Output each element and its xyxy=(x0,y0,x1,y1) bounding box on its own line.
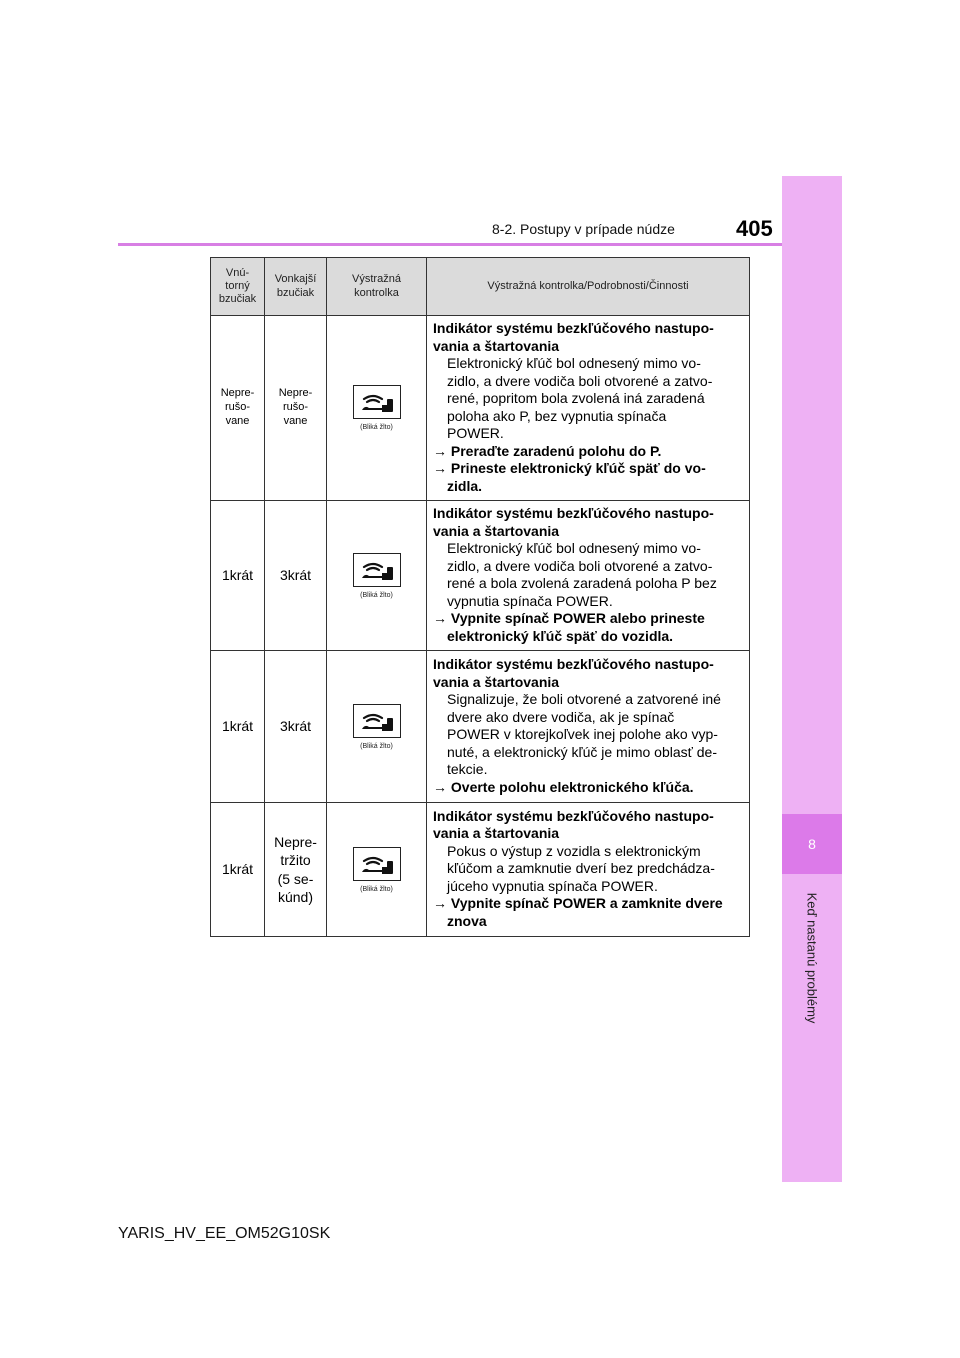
warning-light-caption: (Bliká žlto) xyxy=(360,742,393,750)
section-title: 8-2. Postupy v prípade núdze xyxy=(492,221,675,237)
warning-light-caption: (Bliká žlto) xyxy=(360,591,393,599)
document-code: YARIS_HV_EE_OM52G10SK xyxy=(118,1225,331,1242)
table-row xyxy=(211,501,750,651)
header-interior-buzzer: Vnú- torný bzučiak xyxy=(211,258,265,316)
warning-body: Elektronický kľúč bol odnesený mimo vo- zidlo, a dvere vodiča boli otvorené a zatvo- rené, popritom bola zvolená iná zaradená poloha ako P, bez vypnutia spínača POWER. xyxy=(447,355,713,441)
chapter-number: 8 xyxy=(782,814,842,874)
warning-action: → Overte polohu elektronického kľúča. xyxy=(433,778,694,795)
table-row xyxy=(211,316,750,501)
exterior-buzzer-cell: 3krát xyxy=(265,501,327,651)
table-row xyxy=(211,651,750,803)
warning-title: Indikátor systému bezkľúčového nastupo- vania a štartovania xyxy=(433,320,714,354)
interior-buzzer-cell: 1krát xyxy=(211,501,265,651)
smart-key-warning-icon xyxy=(353,553,401,587)
warning-action: → Prineste elektronický kľúč späť do vo- zidla. xyxy=(433,460,706,494)
warning-light-caption: (Bliká žlto) xyxy=(360,424,393,431)
side-tab-bar xyxy=(782,176,842,1182)
warning-light-cell xyxy=(327,501,427,651)
warning-body: Signalizuje, že boli otvorené a zatvorené iné dvere ako dvere vodiča, ak je spínač POWER v ktorejkoľvek inej polohe ako vyp- nuté, a elektronický kľúč je mimo oblasť de- tekcie. xyxy=(447,691,721,777)
header-warning-light: Výstražná kontrolka xyxy=(327,258,427,316)
details-cell xyxy=(427,651,750,803)
warning-light-cell xyxy=(327,316,427,501)
warning-action: → Vypnite spínač POWER a zamknite dvere znova xyxy=(433,895,723,929)
warning-title: Indikátor systému bezkľúčového nastupo- vania a štartovania xyxy=(433,656,714,690)
warning-light-cell xyxy=(327,651,427,803)
warning-table xyxy=(210,257,750,937)
warning-actions xyxy=(433,443,743,496)
details-cell xyxy=(427,316,750,501)
warning-actions xyxy=(433,895,743,930)
smart-key-warning-icon xyxy=(353,385,401,419)
warning-title: Indikátor systému bezkľúčového nastupo- vania a štartovania xyxy=(433,505,714,539)
chapter-label: Keď nastanú problémy xyxy=(804,892,820,1024)
warning-actions xyxy=(433,779,743,797)
table-header-row xyxy=(211,258,750,316)
smart-key-warning-icon xyxy=(353,704,401,738)
exterior-buzzer-cell: Nepre- rušo- vane xyxy=(265,316,327,501)
warning-body: Elektronický kľúč bol odnesený mimo vo- zidlo, a dvere vodiča boli otvorené a zatvo- rené a bola zvolená zaradená poloha P bez vypnutia spínača POWER. xyxy=(447,540,717,609)
header-exterior-buzzer: Vonkajší bzučiak xyxy=(265,258,327,316)
exterior-buzzer-cell: Nepre- tržito (5 se- kúnd) xyxy=(265,803,327,937)
warning-body: Pokus o výstup z vozidla s elektronickým kľúčom a zamknutie dverí bez predchádza- júceho vypnutia spínača POWER. xyxy=(447,842,715,894)
interior-buzzer-cell: Nepre- rušo- vane xyxy=(211,316,265,501)
header-rule xyxy=(118,243,782,246)
interior-buzzer-cell: 1krát xyxy=(211,803,265,937)
interior-buzzer-cell: 1krát xyxy=(211,651,265,803)
details-cell xyxy=(427,803,750,937)
warning-light-cell xyxy=(327,803,427,937)
details-cell xyxy=(427,501,750,651)
smart-key-warning-icon xyxy=(353,847,401,881)
header-details: Výstražná kontrolka/Podrobnosti/Činnosti xyxy=(427,258,750,316)
table-row xyxy=(211,803,750,937)
warning-title: Indikátor systému bezkľúčového nastupo- vania a štartovania xyxy=(433,807,714,842)
page-number: 405 xyxy=(736,216,773,241)
warning-action: → Preraďte zaradenú polohu do P. xyxy=(433,442,662,459)
exterior-buzzer-cell: 3krát xyxy=(265,651,327,803)
warning-actions xyxy=(433,610,743,645)
warning-action: → Vypnite spínač POWER alebo prineste elektronický kľúč späť do vozidla. xyxy=(433,610,705,644)
warning-light-caption: (Bliká žlto) xyxy=(360,885,393,893)
